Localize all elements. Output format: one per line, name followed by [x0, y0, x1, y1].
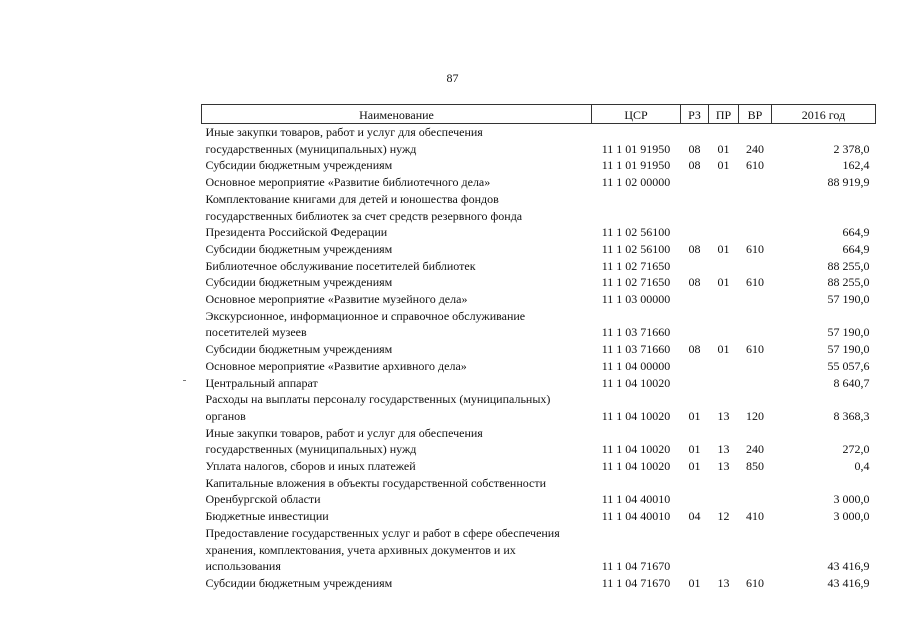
table-row	[202, 408, 876, 425]
cell-rz	[681, 475, 709, 492]
cell-vr	[739, 208, 772, 225]
cell-name: Основное мероприятие «Развитие музейного дела»	[205, 292, 468, 307]
cell-csr: 11 1 03 00000	[601, 292, 671, 307]
table-row	[202, 191, 876, 208]
cell-csr: 11 1 02 71650	[601, 275, 671, 290]
cell-rz: 08	[688, 342, 701, 357]
cell-pr	[709, 291, 739, 308]
cell-value: 2 378,0	[833, 141, 870, 156]
cell-rz: 08	[688, 141, 701, 156]
cell-pr	[709, 258, 739, 275]
table-row	[202, 525, 876, 542]
header-vr: ВР	[739, 105, 772, 124]
table-row	[202, 141, 876, 158]
cell-vr	[739, 358, 772, 375]
cell-csr	[592, 391, 681, 408]
cell-pr	[709, 375, 739, 392]
cell-vr	[739, 375, 772, 392]
table-row	[202, 174, 876, 191]
cell-vr: 610	[746, 575, 764, 590]
cell-vr	[739, 324, 772, 341]
cell-value: 8 640,7	[833, 375, 870, 390]
cell-value	[772, 391, 876, 408]
cell-rz	[681, 208, 709, 225]
cell-value	[772, 525, 876, 542]
table-row	[202, 508, 876, 525]
table-row	[202, 308, 876, 325]
cell-csr: 11 1 04 10020	[601, 459, 671, 474]
cell-vr	[739, 475, 772, 492]
cell-pr: 13	[717, 442, 730, 457]
cell-vr: 240	[746, 442, 764, 457]
cell-vr	[739, 425, 772, 442]
cell-pr	[709, 542, 739, 559]
table-row	[202, 475, 876, 492]
cell-rz	[681, 191, 709, 208]
cell-pr	[709, 124, 739, 141]
table-row	[202, 341, 876, 358]
cell-name: использования	[205, 559, 281, 574]
cell-vr	[739, 558, 772, 575]
table-body	[202, 124, 876, 592]
cell-name: Бюджетные инвестиции	[205, 509, 329, 524]
cell-pr	[709, 391, 739, 408]
cell-name: государственных (муниципальных) нужд	[205, 141, 417, 156]
cell-csr: 11 1 04 00000	[601, 358, 671, 373]
cell-value	[772, 475, 876, 492]
cell-csr: 11 1 04 10020	[601, 442, 671, 457]
cell-rz	[681, 558, 709, 575]
cell-rz	[681, 358, 709, 375]
cell-value: 162,4	[842, 158, 870, 173]
table-row	[202, 425, 876, 442]
cell-csr	[592, 208, 681, 225]
cell-vr: 610	[746, 158, 764, 173]
cell-pr: 01	[717, 141, 730, 156]
cell-name: Субсидии бюджетным учреждениям	[205, 275, 393, 290]
cell-pr: 12	[717, 509, 730, 524]
cell-pr	[709, 525, 739, 542]
cell-name: Иные закупки товаров, работ и услуг для обеспечения	[205, 125, 483, 139]
cell-value: 664,9	[842, 241, 870, 256]
cell-rz: 08	[688, 158, 701, 173]
cell-value: 57 190,0	[827, 342, 870, 357]
cell-vr	[739, 291, 772, 308]
cell-name: Библиотечное обслуживание посетителей библиотек	[205, 258, 476, 273]
cell-pr: 01	[717, 158, 730, 173]
cell-value: 88 919,9	[827, 175, 870, 190]
cell-rz	[681, 525, 709, 542]
table-row	[202, 542, 876, 559]
header-name: Наименование	[202, 105, 592, 124]
cell-vr	[739, 174, 772, 191]
cell-csr: 11 1 01 91950	[601, 141, 671, 156]
cell-pr	[709, 174, 739, 191]
cell-value: 43 416,9	[827, 559, 870, 574]
cell-name: Основное мероприятие «Развитие архивного дела»	[205, 358, 467, 373]
cell-name: Президента Российской Федерации	[205, 225, 388, 240]
cell-pr: 01	[717, 241, 730, 256]
cell-rz: 01	[688, 575, 701, 590]
header-pr: ПР	[709, 105, 739, 124]
cell-vr: 410	[746, 509, 764, 524]
cell-pr: 13	[717, 408, 730, 423]
cell-vr	[739, 491, 772, 508]
cell-rz	[681, 308, 709, 325]
cell-rz	[681, 425, 709, 442]
cell-value: 3 000,0	[833, 509, 870, 524]
cell-rz	[681, 391, 709, 408]
cell-name: Экскурсионное, информационное и справочное обслуживание	[205, 308, 526, 323]
table-row	[202, 208, 876, 225]
cell-csr	[592, 191, 681, 208]
cell-rz	[681, 258, 709, 275]
cell-value: 43 416,9	[827, 575, 870, 590]
cell-value: 8 368,3	[833, 408, 870, 423]
table-row	[202, 124, 876, 141]
header-year: 2016 год	[772, 105, 876, 124]
cell-csr: 11 1 04 40010	[601, 492, 671, 507]
cell-csr	[592, 308, 681, 325]
cell-value	[772, 425, 876, 442]
cell-name: государственных библиотек за счет средств резервного фонда	[205, 208, 523, 223]
cell-value: 272,0	[842, 442, 870, 457]
cell-value: 664,9	[842, 225, 870, 240]
cell-value: 57 190,0	[827, 325, 870, 340]
cell-name: Иные закупки товаров, работ и услуг для обеспечения	[205, 425, 483, 440]
cell-vr: 610	[746, 241, 764, 256]
cell-name: Центральный аппарат	[205, 375, 318, 390]
cell-name: Уплата налогов, сборов и иных платежей	[205, 459, 416, 474]
cell-pr	[709, 491, 739, 508]
table-row	[202, 375, 876, 392]
cell-csr: 11 1 04 10020	[601, 375, 671, 390]
cell-csr	[592, 542, 681, 559]
cell-value: 55 057,6	[827, 358, 870, 373]
cell-pr: 13	[717, 575, 730, 590]
cell-name: Субсидии бюджетным учреждениям	[205, 575, 393, 590]
cell-value: 88 255,0	[827, 258, 870, 273]
cell-csr	[592, 124, 681, 141]
table-row	[202, 291, 876, 308]
table-row	[202, 241, 876, 258]
cell-vr: 610	[746, 342, 764, 357]
cell-rz	[681, 542, 709, 559]
cell-pr	[709, 558, 739, 575]
cell-vr	[739, 191, 772, 208]
cell-pr	[709, 308, 739, 325]
cell-rz	[681, 491, 709, 508]
cell-csr: 11 1 04 40010	[601, 509, 671, 524]
scan-mark	[183, 380, 186, 381]
table-row	[202, 274, 876, 291]
cell-value: 57 190,0	[827, 292, 870, 307]
cell-value	[772, 124, 876, 141]
cell-value: 3 000,0	[833, 492, 870, 507]
cell-vr	[739, 258, 772, 275]
cell-name: Расходы на выплаты персоналу государственных (муниципальных)	[205, 392, 551, 407]
cell-name: Основное мероприятие «Развитие библиотечного дела»	[205, 175, 491, 190]
cell-pr	[709, 208, 739, 225]
cell-rz: 01	[688, 442, 701, 457]
cell-pr	[709, 224, 739, 241]
cell-csr: 11 1 02 56100	[601, 241, 671, 256]
cell-value	[772, 308, 876, 325]
cell-csr: 11 1 04 71670	[601, 575, 671, 590]
cell-pr: 13	[717, 459, 730, 474]
cell-csr: 11 1 01 91950	[601, 158, 671, 173]
cell-name: органов	[205, 408, 246, 423]
table-row	[202, 575, 876, 592]
table-row	[202, 358, 876, 375]
cell-name: Субсидии бюджетным учреждениям	[205, 342, 393, 357]
cell-name: посетителей музеев	[205, 325, 307, 340]
cell-vr: 610	[746, 275, 764, 290]
cell-pr	[709, 425, 739, 442]
cell-name: государственных (муниципальных) нужд	[205, 442, 417, 457]
table-row	[202, 324, 876, 341]
cell-name: Предоставление государственных услуг и работ в сфере обеспечения	[205, 525, 560, 540]
cell-rz	[681, 291, 709, 308]
cell-rz: 04	[688, 509, 701, 524]
cell-pr: 01	[717, 275, 730, 290]
cell-csr: 11 1 03 71660	[601, 342, 671, 357]
cell-value	[772, 191, 876, 208]
cell-value	[772, 208, 876, 225]
table-row	[202, 558, 876, 575]
cell-rz: 08	[688, 241, 701, 256]
cell-name: Комплектование книгами для детей и юношества фондов	[205, 191, 499, 206]
cell-vr	[739, 525, 772, 542]
cell-name: Оренбургской области	[205, 492, 321, 507]
cell-csr: 11 1 02 71650	[601, 258, 671, 273]
table-row	[202, 441, 876, 458]
cell-rz	[681, 375, 709, 392]
header-rz: РЗ	[681, 105, 709, 124]
cell-rz	[681, 324, 709, 341]
cell-rz: 01	[688, 408, 701, 423]
cell-name: Капитальные вложения в объекты государственной собственности	[205, 475, 547, 490]
budget-table	[201, 104, 876, 592]
cell-csr: 11 1 03 71660	[601, 325, 671, 340]
cell-rz	[681, 174, 709, 191]
cell-name: хранения, комплектования, учета архивных документов и их	[205, 542, 516, 557]
cell-rz	[681, 224, 709, 241]
table-row	[202, 224, 876, 241]
cell-rz: 08	[688, 275, 701, 290]
cell-csr: 11 1 04 10020	[601, 408, 671, 423]
cell-name: Субсидии бюджетным учреждениям	[205, 158, 393, 173]
cell-value: 88 255,0	[827, 275, 870, 290]
cell-csr	[592, 425, 681, 442]
table-header-row	[202, 105, 876, 124]
cell-vr	[739, 308, 772, 325]
cell-pr	[709, 191, 739, 208]
cell-name: Субсидии бюджетным учреждениям	[205, 241, 393, 256]
cell-rz: 01	[688, 459, 701, 474]
cell-pr	[709, 358, 739, 375]
cell-csr: 11 1 02 00000	[601, 175, 671, 190]
cell-vr: 850	[746, 459, 764, 474]
cell-csr	[592, 475, 681, 492]
cell-pr	[709, 475, 739, 492]
table-row	[202, 391, 876, 408]
cell-rz	[681, 124, 709, 141]
cell-value	[772, 542, 876, 559]
table-row	[202, 491, 876, 508]
cell-vr: 120	[746, 408, 764, 423]
cell-vr	[739, 224, 772, 241]
table-row	[202, 157, 876, 174]
cell-pr: 01	[717, 342, 730, 357]
cell-vr: 240	[746, 141, 764, 156]
page-number: 87	[446, 71, 459, 85]
table-row	[202, 458, 876, 475]
cell-csr: 11 1 04 71670	[601, 559, 671, 574]
cell-value: 0,4	[854, 459, 870, 474]
cell-pr	[709, 324, 739, 341]
cell-csr: 11 1 02 56100	[601, 225, 671, 240]
cell-vr	[739, 542, 772, 559]
cell-csr	[592, 525, 681, 542]
table-row	[202, 258, 876, 275]
header-csr: ЦСР	[592, 105, 681, 124]
cell-vr	[739, 124, 772, 141]
cell-vr	[739, 391, 772, 408]
